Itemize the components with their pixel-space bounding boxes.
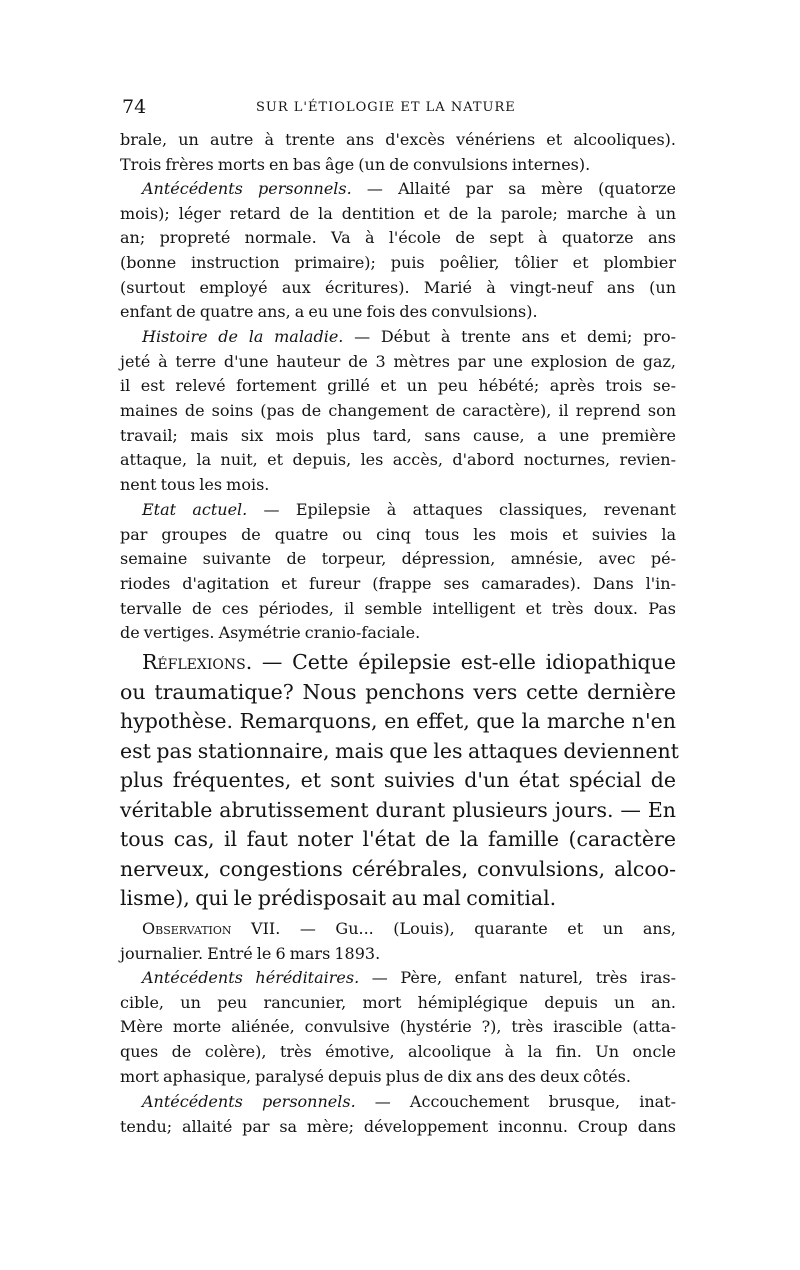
- text-line: mort aphasique, paralysé depuis plus de dix ans des deux côtés.: [120, 1066, 631, 1086]
- text-line: travail; mais six mois plus tard, sans cause, a une première: [120, 425, 676, 445]
- paragraph-personal-history-2: [120, 1090, 676, 1139]
- section-heading: Antécédents personnels.: [142, 179, 352, 198]
- text-line: brale, un autre à trente ans d'excès vénériens et alcooliques).: [120, 130, 676, 149]
- text-line: — Gu... (Louis), quarante et un ans,: [280, 919, 677, 938]
- paragraph-reflections: [120, 648, 679, 914]
- text-line: (bonne instruction primaire); puis poêlier, tôlier et plombier: [120, 253, 676, 273]
- text-line: véritable abrutissement durant plusieurs jours. — En: [120, 797, 676, 822]
- text-line: maines de soins (pas de changement de caractère), il reprend son: [120, 401, 676, 421]
- text-line: Trois frères morts en bas âge (un de convulsions internes).: [120, 154, 591, 174]
- section-heading: Antécédents personnels.: [142, 1092, 356, 1111]
- text-line: (surtout employé aux écritures). Marié à vingt-neuf ans (un: [120, 277, 676, 297]
- paragraph-illness-history: [120, 325, 676, 498]
- text-line: — Allaité par sa mère (quatorze: [351, 179, 677, 198]
- text-line: an; propreté normale. Va à l'école de sept à quatorze ans: [120, 228, 676, 248]
- section-heading: Histoire de la maladie.: [142, 327, 344, 346]
- paragraph-hereditary-history: [120, 966, 676, 1089]
- paragraph-family-continuation: [120, 128, 676, 177]
- section-heading: Antécédents héréditaires.: [142, 968, 360, 987]
- text-line: — Epilepsie à attaques classiques, revenant: [247, 500, 676, 519]
- text-line: hypothèse. Remarquons, en effet, que la marche n'en: [120, 709, 676, 733]
- text-line: jeté à terre d'une hauteur de 3 mètres par une explosion de gaz,: [120, 351, 676, 371]
- text-line: semaine suivante de torpeur, dépression, amnésie, avec pé-: [120, 549, 676, 569]
- text-line: — Père, enfant naturel, très iras-: [359, 968, 676, 987]
- text-line: nent tous les mois.: [120, 475, 270, 495]
- text-line: — Accouchement brusque, inat-: [355, 1092, 677, 1111]
- text-line: tendu; allaité par sa mère; développement inconnu. Croup dans: [120, 1116, 676, 1136]
- text-line: nerveux, congestions cérébrales, convulsions, alcoo-: [120, 856, 676, 881]
- text-line: attaque, la nuit, et depuis, les accès, d'abord nocturnes, revien-: [120, 450, 676, 470]
- text-line: journalier. Entré le 6 mars 1893.: [120, 943, 381, 963]
- text-line: cible, un peu rancunier, mort hémiplégique depuis un an.: [120, 992, 676, 1012]
- text-line: il est relevé fortement grillé et un peu hébété; après trois se-: [120, 376, 676, 396]
- paragraph-observation-heading: [120, 917, 676, 966]
- text-line: — Cette épilepsie est-elle idiopathique: [252, 650, 676, 674]
- text-line: enfant de quatre ans, a eu une fois des convulsions).: [120, 302, 538, 322]
- text-line: plus fréquentes, et sont suivies d'un état spécial de: [120, 768, 676, 792]
- paragraph-personal-history: [120, 177, 676, 325]
- text-line: riodes d'agitation et fureur (frappe ses camarades). Dans l'in-: [120, 574, 676, 594]
- text-line: — Début à trente ans et demi; pro-: [343, 327, 676, 346]
- text-line: par groupes de quatre ou cinq tous les mois et suivies la: [120, 524, 676, 544]
- section-heading: Etat actuel.: [142, 500, 248, 519]
- running-title: SUR L'ÉTIOLOGIE ET LA NATURE: [256, 100, 516, 115]
- section-heading: Observation VII.: [142, 919, 281, 938]
- text-line: de vertiges. Asymétrie cranio-faciale.: [120, 623, 421, 643]
- text-line: tervalle de ces périodes, il semble intelligent et très doux. Pas: [120, 598, 676, 618]
- section-heading: Réflexions.: [142, 650, 253, 674]
- paragraph-current-state: [120, 498, 676, 646]
- page-header: [122, 94, 674, 120]
- text-line: ques de colère), très émotive, alcoolique à la fin. Un oncle: [120, 1042, 676, 1062]
- text-line: est pas stationnaire, mais que les attaques deviennent: [120, 738, 679, 763]
- text-line: lisme), qui le prédisposait au mal comitial.: [120, 886, 557, 910]
- text-line: ou traumatique? Nous penchons vers cette dernière: [120, 679, 676, 704]
- page-number: 74: [122, 96, 147, 118]
- text-line: Mère morte aliénée, convulsive (hystérie ?), très irascible (atta-: [120, 1017, 676, 1037]
- text-line: mois); léger retard de la dentition et de la parole; marche à un: [120, 203, 676, 223]
- text-line: tous cas, il faut noter l'état de la famille (caractère: [120, 827, 676, 851]
